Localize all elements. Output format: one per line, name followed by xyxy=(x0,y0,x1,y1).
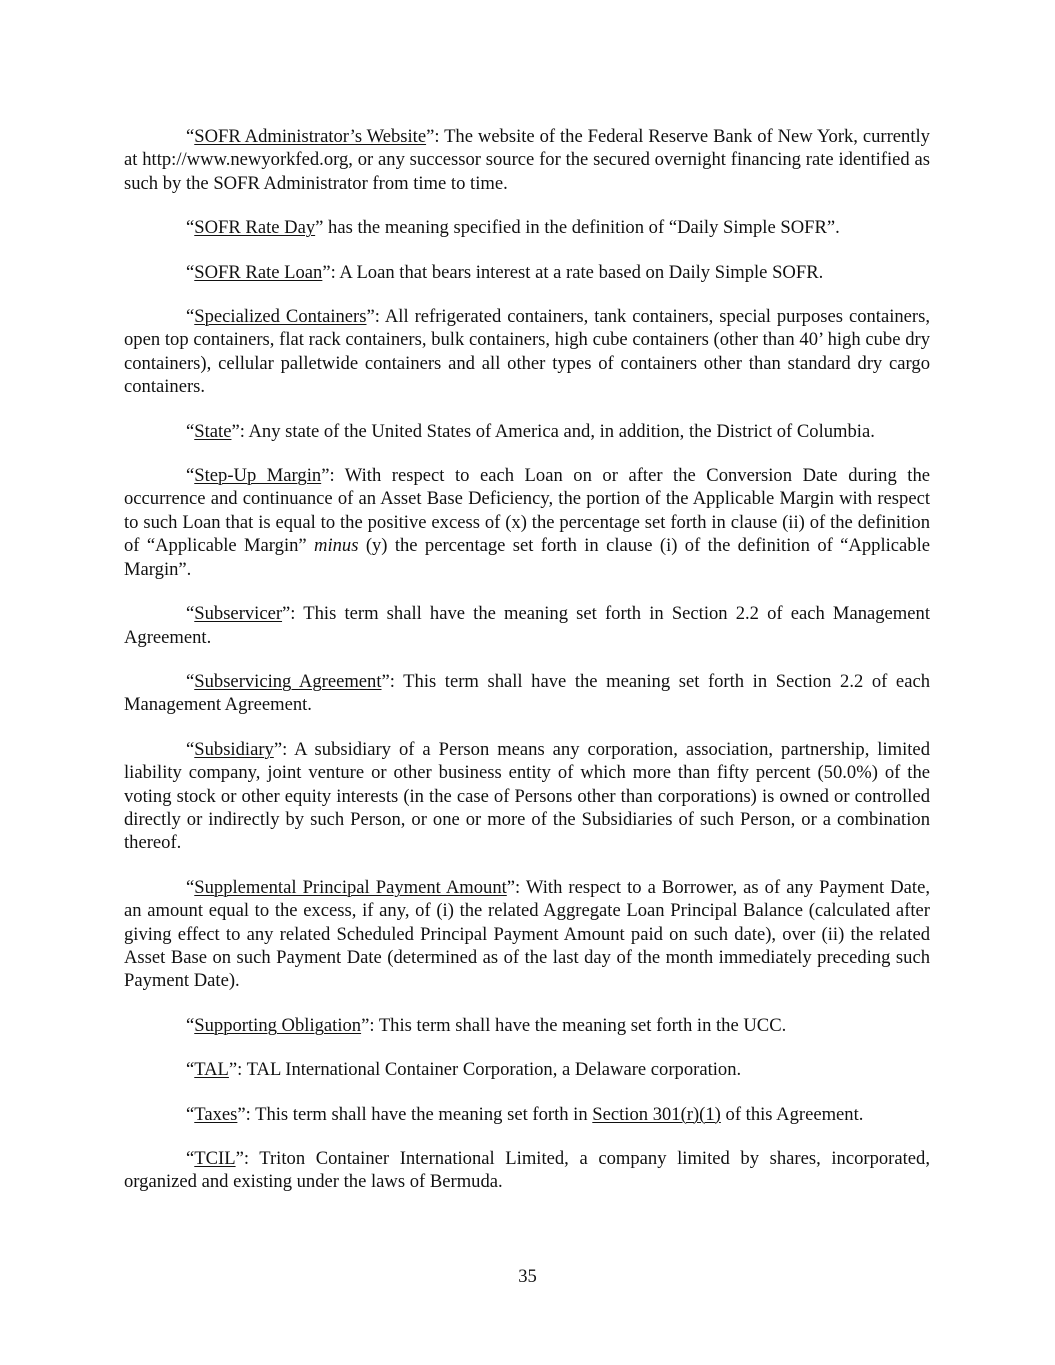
defined-term: Supporting Obligation xyxy=(194,1014,362,1036)
defined-term: Subservicing Agreement xyxy=(194,670,382,692)
definition-text: ”: This term shall have the meaning set forth in the UCC. xyxy=(361,1014,787,1036)
defined-term: TCIL xyxy=(194,1148,236,1169)
defined-term: TAL xyxy=(194,1059,229,1081)
definition-text: ”: This term shall have the meaning set forth in Section 2.2 of each Management Agreement. xyxy=(124,670,930,716)
definition-state xyxy=(124,420,930,443)
definition-text: ”: Any state of the United States of America and, in addition, the District of Columbia. xyxy=(231,420,875,442)
open-quote: “ xyxy=(186,306,195,328)
definition-taxes xyxy=(124,1103,930,1126)
definition-subsidiary xyxy=(124,738,930,855)
defined-term: Specialized Containers xyxy=(194,306,367,328)
open-quote: “ xyxy=(186,1103,195,1125)
open-quote: “ xyxy=(186,1148,195,1169)
definition-text: ”: This term shall have the meaning set forth in xyxy=(237,1103,593,1125)
open-quote: “ xyxy=(186,738,195,760)
open-quote: “ xyxy=(186,465,195,487)
definition-supplemental-principal-payment-amount xyxy=(124,876,930,993)
open-quote: “ xyxy=(186,126,195,147)
definition-text: ”: All refrigerated containers, tank containers, special purposes containers, open top containers, flat rack containers, bulk containers, high cube containers (other than 40’ high cube dry containers), cellular palletwide containers and all other types of containers other than standard dry cargo containers. xyxy=(124,306,930,398)
definition-text-continued: of this Agreement. xyxy=(720,1103,864,1125)
definition-subservicing-agreement xyxy=(124,670,930,717)
defined-term: Step-Up Margin xyxy=(194,465,322,487)
definition-tcil xyxy=(124,1147,930,1194)
defined-term: SOFR Rate Loan xyxy=(194,261,323,283)
definition-text: ”: A subsidiary of a Person means any corporation, association, partnership, limited liability company, joint venture or other business entity of which more than fifty percent (50.0%) of the voting stock or other equity interests (in the case of Persons other than corporations) is owned or controlled directly or indirectly by such Person, or one or more of the Subsidiaries of such Person, or a combination thereof. xyxy=(124,738,930,854)
definition-text: ”: With respect to a Borrower, as of any Payment Date, an amount equal to the excess, if any, of (i) the related Aggregate Loan Principal Balance (calculated after giving effect to any related Scheduled Principal Payment Amount paid on such date), over (ii) the related Asset Base on such Payment Date (determined as of the last day of the month immediately preceding such Payment Date). xyxy=(124,876,930,992)
definition-supporting-obligation xyxy=(124,1014,930,1037)
defined-term: Supplemental Principal Payment Amount xyxy=(194,876,507,898)
definition-text: ”: A Loan that bears interest at a rate based on Daily Simple SOFR. xyxy=(322,261,824,283)
document-body xyxy=(124,125,930,1215)
definition-text: ”: The website of the Federal Reserve Bank of New York, currently at http://www.newyorkfed.org, or any successor source for the secured overnight financing rate identified as such by the SOFR Administrator from time to time. xyxy=(124,126,930,194)
definition-text: ”: With respect to each Loan on or after the Conversion Date during the occurrence and continuance of an Asset Base Deficiency, the portion of the Applicable Margin with respect to such Loan that is equal to the positive excess of (x) the percentage set forth in clause (ii) of the definition of “Applicable Margin” xyxy=(124,465,931,557)
open-quote: “ xyxy=(186,420,195,442)
page-number: 35 xyxy=(518,1266,537,1287)
definition-text-continued: (y) the percentage set forth in clause (i) of the definition of “Applicable Margin”. xyxy=(124,535,930,580)
definition-tal xyxy=(124,1058,930,1081)
open-quote: “ xyxy=(186,217,195,239)
defined-term: SOFR Rate Day xyxy=(194,217,316,239)
defined-term: Subservicer xyxy=(194,603,283,625)
definition-text: ”: Triton Container International Limited, a company limited by shares, incorporated, organized and existing under the laws of Bermuda. xyxy=(124,1148,930,1193)
definition-specialized-containers xyxy=(124,305,930,399)
definition-sofr-rate-day xyxy=(124,216,930,239)
definition-subservicer xyxy=(124,602,930,649)
definition-text: ”: TAL International Container Corporation, a Delaware corporation. xyxy=(228,1059,742,1081)
open-quote: “ xyxy=(186,670,195,692)
open-quote: “ xyxy=(186,1014,195,1036)
defined-term: State xyxy=(194,420,232,442)
italic-word: minus xyxy=(314,535,359,557)
open-quote: “ xyxy=(186,603,195,625)
open-quote: “ xyxy=(186,261,195,283)
definition-text: ”: This term shall have the meaning set forth in Section 2.2 of each Management Agreement. xyxy=(124,603,930,648)
defined-term: Taxes xyxy=(194,1103,238,1125)
open-quote: “ xyxy=(186,1059,195,1081)
definition-step-up-margin xyxy=(124,464,930,581)
open-quote: “ xyxy=(186,876,195,898)
definition-sofr-administrators-website xyxy=(124,125,930,195)
definition-text: ” has the meaning specified in the definition of “Daily Simple SOFR”. xyxy=(315,217,840,239)
definition-sofr-rate-loan xyxy=(124,261,930,284)
defined-term: SOFR Administrator’s Website xyxy=(194,126,427,147)
defined-term: Subsidiary xyxy=(194,738,274,760)
section-reference: Section 301(r)(1) xyxy=(592,1103,721,1125)
